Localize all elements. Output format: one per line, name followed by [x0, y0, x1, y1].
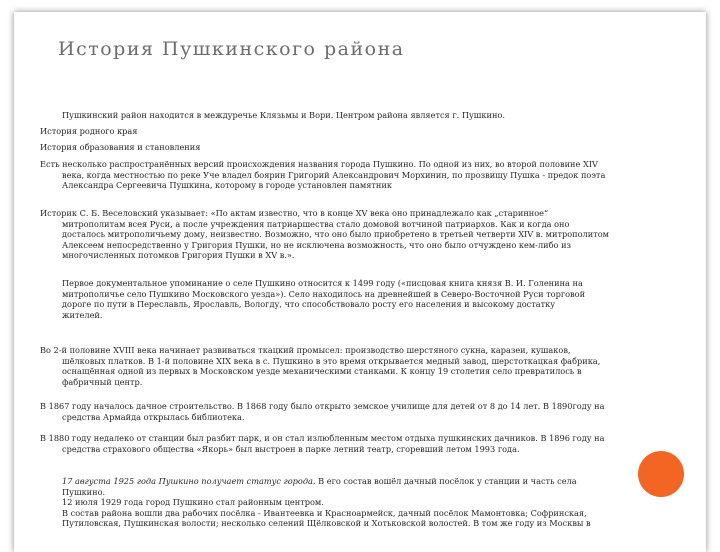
text-line: века, когда местностью по реке Уче владел боярин Григорий Александрович Морхинин, по прозвищу Пушка - предок поэта: [62, 169, 606, 180]
city-status-rest: В его состав вошёл дачный посёлок у станции и часть села: [315, 476, 577, 486]
text-line: В состав района вошли два рабочих посёлка - Ивантеевка и Красноармейск, дачный посёлок Мамонтовка; Софринская,: [62, 507, 587, 518]
paragraph-veselovsky: [40, 208, 609, 261]
text-line: Путиловская, Пушкинская волости; несколько селений Щёлковской и Хотьковской волостей. В том же году из Москвы в: [62, 518, 591, 529]
text-line: митрополитам всея Руси, а после учреждения патриаршества стало домовой вотчиной патриархов. Как и когда оно: [62, 218, 570, 229]
text-line: [62, 476, 591, 487]
text-line: 12 июля 1929 года город Пушкино стал районным центром.: [62, 497, 324, 508]
text-line: Первое документальное упоминание о селе Пушкино относится к 1499 году («писцовая книга князя В. И. Голенина на: [62, 278, 583, 288]
intro-line: Пушкинский район находится в междуречье Клязьмы и Вори. Центром района является г. Пушкино.: [62, 110, 505, 120]
paragraph-first-mention: [62, 278, 585, 320]
heading-native-land: История родного края: [40, 126, 138, 136]
text-line: средства Армайда открылась библиотека.: [62, 411, 245, 422]
text-line: досталось митрополичьему дому, неизвестно. Возможно, что оно было приобретено в третьей четверти XIV в. митрополитом: [62, 229, 610, 240]
text-line: Есть несколько распространённых версий происхождения названия города Пушкино. По одной из них, во второй половине XIV: [40, 159, 598, 169]
text-line: фабричный центр.: [62, 376, 143, 387]
text-line: многочисленных потомков Григория Пушки в XV в.».: [62, 250, 295, 261]
paragraph-city-status: [62, 476, 591, 529]
intro-paragraph: [62, 110, 505, 121]
text-line: шёлковых платков. В 1-й половине XIX века в с. Пушкино в это время открывается медный завод, шерстоткацкая фабрика,: [62, 355, 601, 366]
text-line: оснащённая одной из первых в Московском уезде механическими станками. К концу 19 столетия село превратилось в: [62, 366, 582, 377]
paragraph-park: [40, 433, 605, 454]
city-status-date: 17 августа 1925 года Пушкино получает статус города.: [62, 476, 316, 486]
text-line: Пушкино.: [62, 486, 106, 497]
text-line: средства страхового общества «Якорь» был выстроен в парке летний театр, сгоревший летом 1993 года.: [62, 443, 520, 454]
heading-formation: История образования и становления: [40, 142, 201, 152]
text-line: Алексеем непосредственно у Григория Пушки, но не исключена возможность, что оно было отчуждено кем-либо из: [62, 239, 571, 250]
paragraph-dacha: [40, 401, 604, 422]
paragraph-weaving: [40, 345, 600, 387]
text-line: жителей.: [62, 309, 103, 320]
decorative-orange-circle: [638, 451, 684, 497]
text-line: Во 2-й половине XVIII века начинает развиваться ткацкий промысел: производство шерстяного сукна, каразеи, кушаков,: [40, 345, 571, 355]
slide-title: История Пушкинского района: [58, 38, 405, 60]
text-line: В 1880 году недалеко от станции был разбит парк, и он стал излюбленным местом отдыха пушкинских дачников. В 1896 году на: [40, 433, 605, 443]
text-line: митрополичье село Пушкино Московского уезда»). Село находилось на древнейшей в Северо-Восточной Руси торговой: [62, 288, 586, 299]
text-line: Историк С. Б. Веселовский указывает: «По актам известно, что в конце XV века оно принадлежало как „старинное“: [40, 208, 549, 218]
text-line: дороге по пути в Переславль, Ярославль, Вологду, что способствовало росту его населения и высокому достатку: [62, 299, 556, 310]
paragraph-name-origin: [40, 159, 605, 191]
text-line: В 1867 году началось дачное строительство. В 1868 году было открыто земское училище для детей от 8 до 14 лет. В 1890году на: [40, 401, 605, 411]
text-line: Александра Сергеевича Пушкина, которому в городе установлен памятник: [62, 180, 392, 191]
